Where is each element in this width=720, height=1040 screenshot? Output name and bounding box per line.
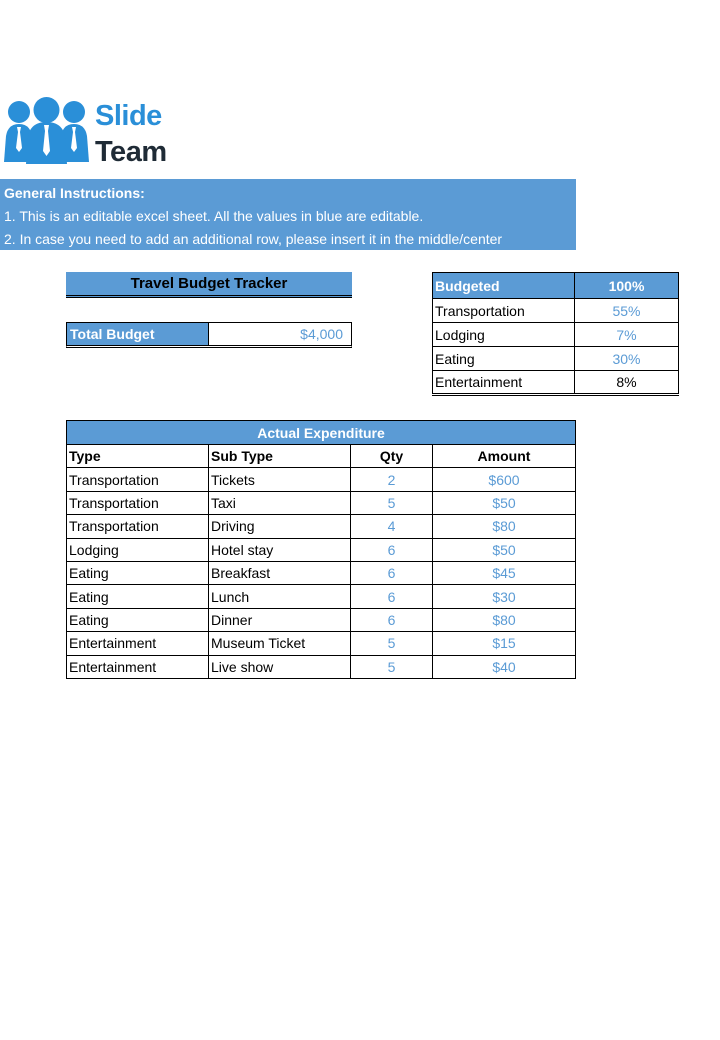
cell-amount[interactable]: $40 (433, 655, 576, 678)
budget-percent: 8% (575, 371, 679, 395)
cell-subtype: Driving (209, 515, 351, 538)
table-row (67, 538, 576, 561)
budget-category: Eating (433, 347, 575, 371)
expenditure-title-row (67, 421, 576, 445)
cell-qty[interactable]: 4 (351, 515, 433, 538)
budget-allocation-table (432, 272, 679, 396)
table-row (67, 515, 576, 538)
table-row (67, 491, 576, 514)
cell-subtype: Lunch (209, 585, 351, 608)
people-group-icon (4, 96, 90, 166)
column-header-subtype: Sub Type (209, 445, 351, 468)
budget-header-label: Budgeted (433, 273, 575, 299)
cell-qty[interactable]: 2 (351, 468, 433, 491)
cell-subtype: Dinner (209, 608, 351, 631)
cell-subtype: Taxi (209, 491, 351, 514)
cell-qty[interactable]: 6 (351, 561, 433, 584)
general-instructions (0, 179, 576, 250)
cell-type: Eating (67, 561, 209, 584)
cell-qty[interactable]: 5 (351, 655, 433, 678)
cell-type: Eating (67, 585, 209, 608)
table-row (67, 561, 576, 584)
cell-subtype: Tickets (209, 468, 351, 491)
table-row (67, 608, 576, 631)
budget-percent[interactable]: 30% (575, 347, 679, 371)
actual-expenditure-table (66, 420, 576, 679)
budget-category: Transportation (433, 299, 575, 323)
cell-type: Entertainment (67, 655, 209, 678)
cell-amount[interactable]: $50 (433, 491, 576, 514)
instruction-line-1: 1. This is an editable excel sheet. All the values in blue are editable. (4, 208, 424, 224)
table-row (67, 655, 576, 678)
cell-amount[interactable]: $80 (433, 515, 576, 538)
cell-amount[interactable]: $45 (433, 561, 576, 584)
column-header-qty: Qty (351, 445, 433, 468)
cell-subtype: Hotel stay (209, 538, 351, 561)
budget-percent[interactable]: 7% (575, 323, 679, 347)
logo-text-team: Team (95, 136, 167, 168)
column-header-amount: Amount (433, 445, 576, 468)
budget-category: Entertainment (433, 371, 575, 395)
budget-header-value: 100% (575, 273, 679, 299)
cell-qty[interactable]: 6 (351, 585, 433, 608)
budget-row (433, 371, 679, 395)
column-header-type: Type (67, 445, 209, 468)
cell-amount[interactable]: $600 (433, 468, 576, 491)
total-budget-row (66, 322, 352, 348)
instruction-line-2: 2. In case you need to add an additional row, please insert it in the middle/center (4, 231, 503, 247)
cell-amount[interactable]: $80 (433, 608, 576, 631)
table-row (67, 632, 576, 655)
cell-type: Eating (67, 608, 209, 631)
cell-qty[interactable]: 6 (351, 538, 433, 561)
tracker-title: Travel Budget Tracker (66, 272, 352, 298)
budget-row (433, 323, 679, 347)
cell-qty[interactable]: 5 (351, 632, 433, 655)
instructions-heading: General Instructions: (4, 185, 145, 201)
budget-percent[interactable]: 55% (575, 299, 679, 323)
cell-type: Entertainment (67, 632, 209, 655)
cell-type: Transportation (67, 491, 209, 514)
cell-amount[interactable]: $50 (433, 538, 576, 561)
cell-qty[interactable]: 5 (351, 491, 433, 514)
budget-header-row (433, 273, 679, 299)
budget-row (433, 299, 679, 323)
cell-type: Transportation (67, 468, 209, 491)
cell-qty[interactable]: 6 (351, 608, 433, 631)
expenditure-column-headers (67, 445, 576, 468)
cell-amount[interactable]: $30 (433, 585, 576, 608)
budget-category: Lodging (433, 323, 575, 347)
table-row (67, 468, 576, 491)
slideteam-logo (4, 94, 184, 168)
cell-type: Lodging (67, 538, 209, 561)
logo-text-slide: Slide (95, 100, 162, 132)
budget-row (433, 347, 679, 371)
cell-amount[interactable]: $15 (433, 632, 576, 655)
cell-subtype: Live show (209, 655, 351, 678)
total-budget-value[interactable]: $4,000 (300, 326, 343, 342)
table-row (67, 585, 576, 608)
total-budget-label: Total Budget (67, 323, 209, 345)
cell-type: Transportation (67, 515, 209, 538)
cell-subtype: Breakfast (209, 561, 351, 584)
expenditure-title: Actual Expenditure (67, 421, 576, 445)
cell-subtype: Museum Ticket (209, 632, 351, 655)
